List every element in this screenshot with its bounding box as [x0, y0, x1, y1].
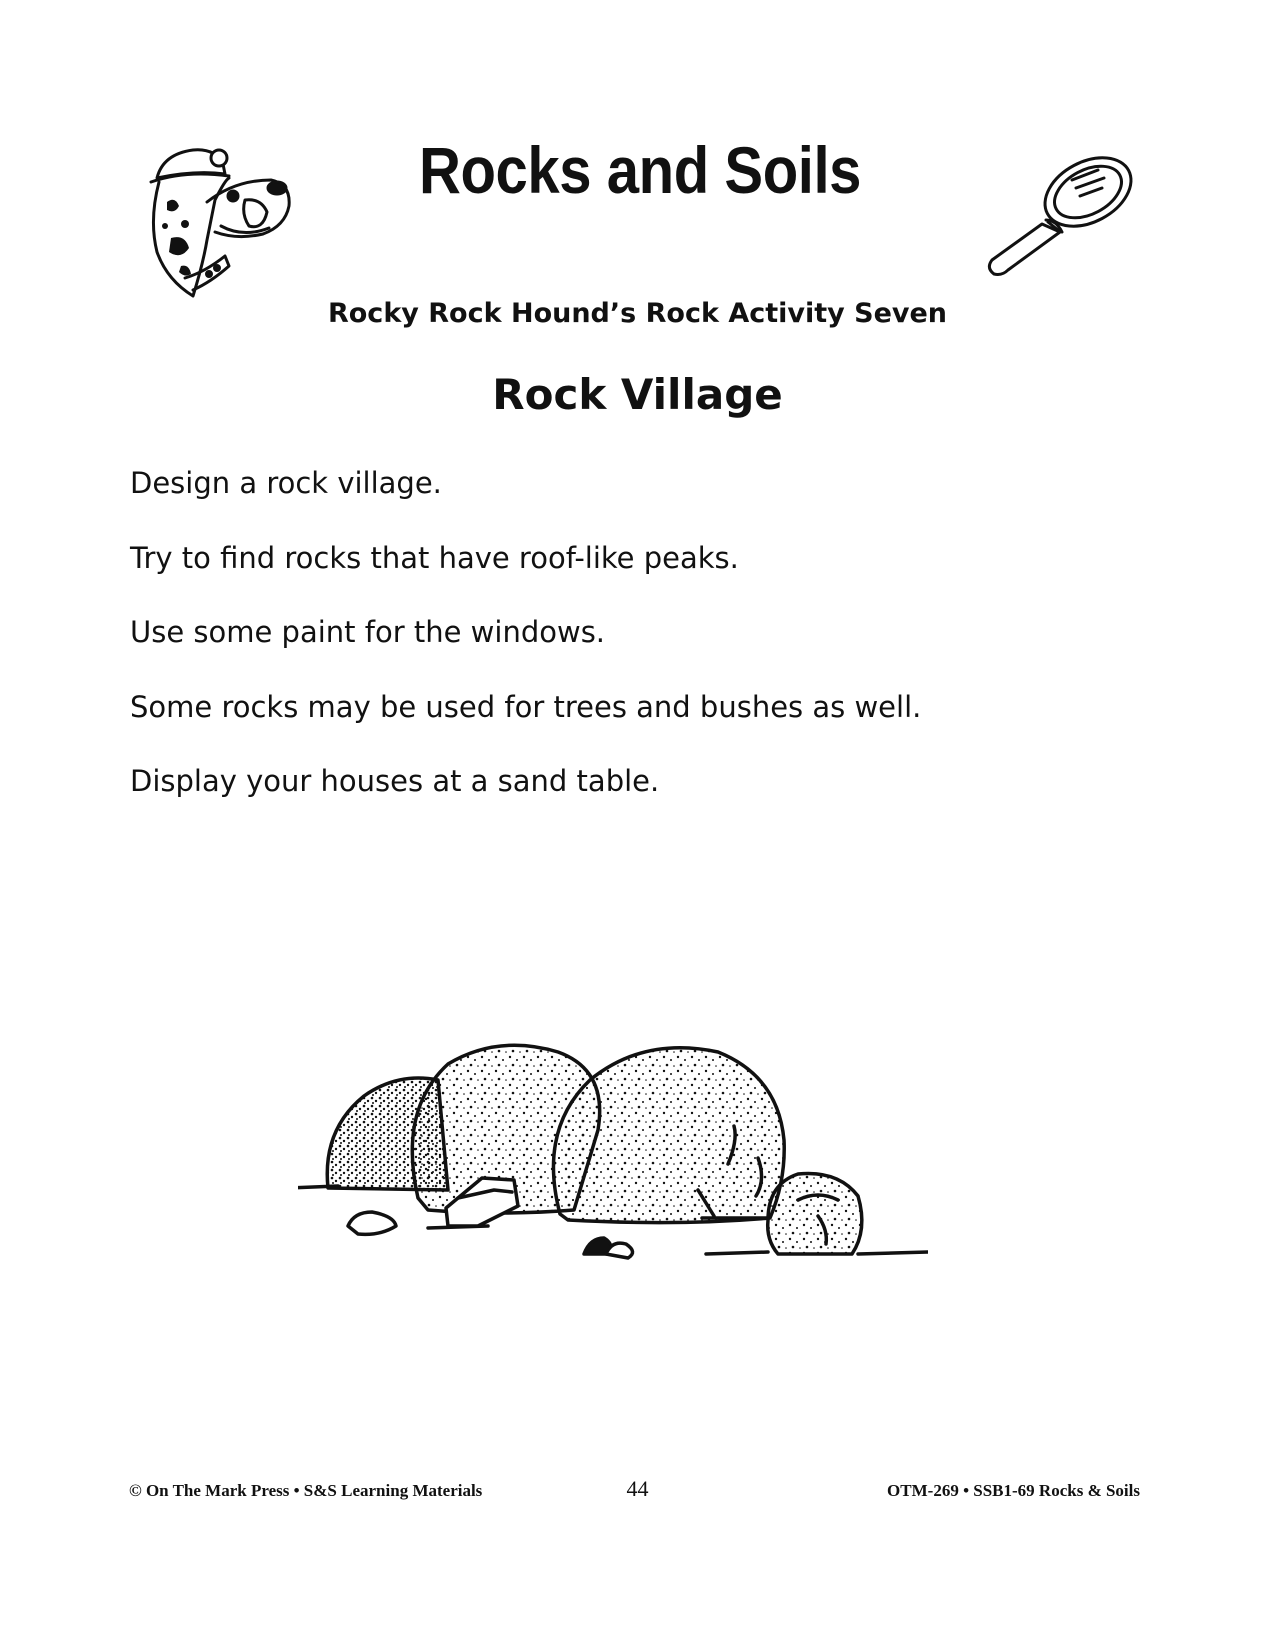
- instruction-item: Design a rock village.: [130, 466, 442, 500]
- page-title: Rocks and Soils: [418, 133, 862, 207]
- rock-pile-illustration: [298, 1040, 928, 1290]
- instruction-item: Display your houses at a sand table.: [130, 764, 660, 798]
- instruction-list: [130, 466, 1130, 839]
- page-number: 44: [626, 1476, 649, 1501]
- magnifying-glass-icon: [980, 150, 1145, 290]
- footer-publisher: © On The Mark Press • S&S Learning Materials: [129, 1481, 483, 1500]
- rock-hound-dog-icon: [145, 140, 300, 300]
- activity-subtitle: Rocky Rock Hound’s Rock Activity Seven: [327, 298, 948, 329]
- footer-product-code: OTM-269 • SSB1-69 Rocks & Soils: [887, 1481, 1140, 1500]
- instruction-item: Use some paint for the windows.: [130, 615, 606, 649]
- instruction-item: Try to find rocks that have roof-like peaks.: [130, 540, 739, 575]
- activity-title: Rock Village: [492, 370, 783, 419]
- instruction-item: Some rocks may be used for trees and bushes as well.: [130, 689, 922, 724]
